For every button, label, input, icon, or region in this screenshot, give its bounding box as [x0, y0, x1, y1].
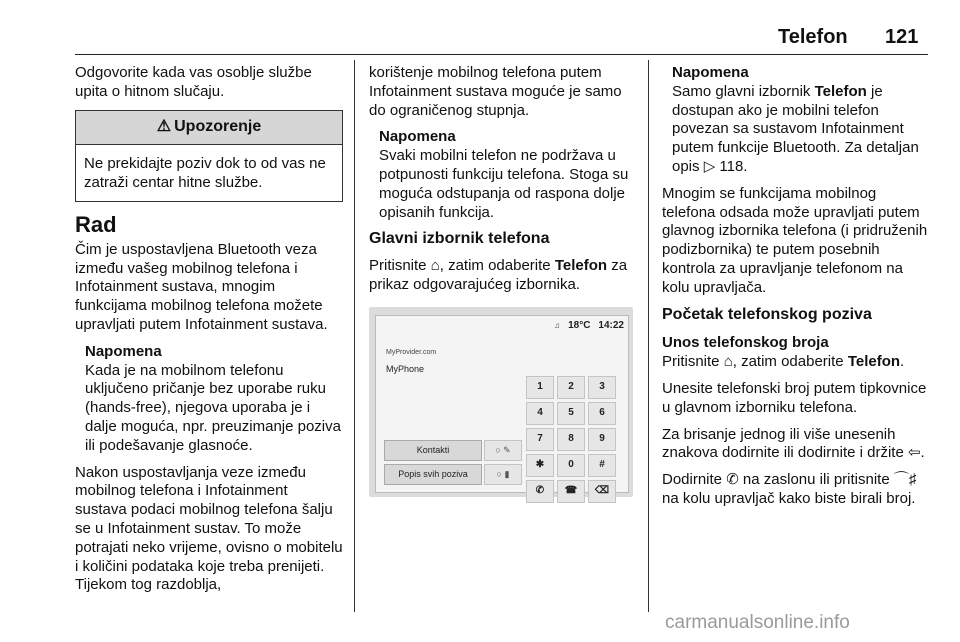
- subheading: Početak telefonskog poziva: [662, 305, 872, 323]
- backspace-icon[interactable]: ⌫: [588, 480, 616, 503]
- menu-name: Telefon: [554, 257, 608, 275]
- column-divider-2: [648, 60, 649, 612]
- key-3[interactable]: 3: [588, 376, 616, 399]
- page-reference[interactable]: ▷ 118.: [703, 157, 748, 175]
- text: Samo glavni izbornik: [672, 82, 815, 100]
- note-body: Kada je na mobilnom telefonu uključeno pričanje bez uporabe ruku (hands-free), njegova uporaba je i dalje moguća, npr. preuzimanje poziva ili podešavanje glasnoće.: [85, 361, 341, 454]
- handsfree-icon[interactable]: ○ ▮: [484, 464, 522, 485]
- paragraph: korištenje mobilnog telefona putem Infotainment sustava moguće je samo do ograničenog stupnja.: [369, 64, 622, 119]
- call-list-button[interactable]: Popis svih poziva: [384, 464, 482, 485]
- note-body: Svaki mobilni telefon ne podržava u potpunosti funkciju telefona. Stoga su moguća odstupanja od raspona dolje opisanih funkcija.: [379, 147, 629, 221]
- note-heading: Napomena: [379, 128, 456, 146]
- paragraph: Unesite telefonski broj putem tipkovnice u glavnom izborniku telefona.: [662, 379, 927, 416]
- hangup-icon[interactable]: ☎: [557, 480, 585, 503]
- note: [85, 343, 343, 456]
- page-number: 121: [885, 26, 919, 48]
- note: [672, 64, 932, 177]
- key-8[interactable]: 8: [557, 428, 585, 451]
- column-2: [369, 64, 637, 497]
- clock: 14:22: [598, 320, 624, 332]
- subheading: Glavni izbornik telefona: [369, 230, 550, 248]
- paragraph: Dodirnite ✆ na zaslonu ili pritisnite ⌒♯ na kolu upravljač kako biste birali broj.: [662, 471, 917, 507]
- key-6[interactable]: 6: [588, 402, 616, 425]
- header-rule: [75, 54, 928, 55]
- note-heading: Napomena: [672, 64, 749, 81]
- key-4[interactable]: 4: [526, 402, 554, 425]
- warning-title: Upozorenje: [174, 117, 262, 135]
- column-divider-1: [354, 60, 355, 612]
- sub-subheading: Unos telefonskog broja: [662, 334, 829, 352]
- contacts-button[interactable]: Kontakti: [384, 440, 482, 461]
- warning-box: [75, 110, 343, 202]
- home-icon: ⌂: [723, 353, 733, 371]
- key-1[interactable]: 1: [526, 376, 554, 399]
- key-0[interactable]: 0: [557, 454, 585, 477]
- page-header-title: Telefon: [778, 26, 848, 48]
- phone-name: MyPhone: [386, 363, 425, 374]
- text: Pritisnite: [662, 353, 724, 371]
- text: je dostupan ako je mobilni telefon povezan sa sustavom Infotainment putem funkcije Bluetooth. Za detaljan opis: [672, 82, 919, 175]
- screen-display: [375, 315, 629, 496]
- warning-header: [76, 111, 342, 146]
- paragraph: Mnogim se funkcijama mobilnog telefona odsada može upravljati putem glavnog izbornika telefona (i pridruženih podizbornika) te putem posebnih kontrola za upravljanje telefonom na kolu upravljača.: [662, 184, 928, 296]
- paragraph: Za brisanje jednog ili više unesenih znakova dodirnite ili dodirnite i držite ⇦.: [662, 425, 925, 462]
- mic-mute-icon[interactable]: ○ ✎: [484, 440, 522, 461]
- column-1: [75, 64, 343, 603]
- key-star[interactable]: ✱: [526, 454, 554, 477]
- status-bar: [436, 319, 624, 335]
- warning-icon: ⚠: [156, 117, 172, 135]
- note-heading: Napomena: [85, 342, 162, 360]
- key-9[interactable]: 9: [588, 428, 616, 451]
- text: za prikaz odgovarajućeg izbornika.: [369, 257, 628, 293]
- temperature: 18°C: [568, 320, 591, 332]
- warning-body: Ne prekidajte poziv dok to od vas ne zatraži centar hitne službe.: [84, 155, 326, 192]
- paragraph: [662, 353, 932, 372]
- text: Pritisnite: [369, 257, 431, 275]
- text: .: [900, 353, 905, 371]
- key-hash[interactable]: #: [588, 454, 616, 477]
- home-icon: ⌂: [430, 257, 440, 275]
- note-body: [672, 83, 932, 177]
- intro-paragraph: Odgovorite kada vas osoblje službe upita o hitnom slučaju.: [75, 64, 312, 100]
- paragraph: Nakon uspostavljanja veze između mobilnog telefona i Infotainment sustava podaci mobilnog telefona šalju se u Infotainment sustav. To može potrajati neko vrijeme, ovisno o mobitelu i količini podataka koje treba prenijeti. Tijekom tog razdoblja,: [75, 463, 343, 594]
- menu-name: Telefon: [847, 353, 901, 371]
- column-3: [662, 64, 932, 517]
- provider-name: MyProvider.com: [386, 348, 437, 356]
- paragraph: [369, 257, 637, 295]
- watermark: carmanualsonline.info: [665, 612, 850, 633]
- key-7[interactable]: 7: [526, 428, 554, 451]
- text: , zatim odaberite: [732, 353, 848, 371]
- key-2[interactable]: 2: [557, 376, 585, 399]
- key-5[interactable]: 5: [557, 402, 585, 425]
- keypad: [526, 376, 622, 503]
- call-icon[interactable]: ✆: [526, 480, 554, 503]
- music-icon: ♫: [554, 321, 561, 331]
- section-title: Rad: [75, 211, 117, 237]
- phone-screen-illustration: [369, 307, 633, 497]
- text: , zatim odaberite: [439, 257, 555, 275]
- paragraph: Čim je uspostavljena Bluetooth veza između vašeg mobilnog telefona i Infotainment sustava, mnogim funkcijama mobilnog telefona možete upravljati putem Infotainment sustava.: [75, 240, 328, 333]
- note: [379, 128, 637, 222]
- menu-name: Telefon: [814, 82, 867, 100]
